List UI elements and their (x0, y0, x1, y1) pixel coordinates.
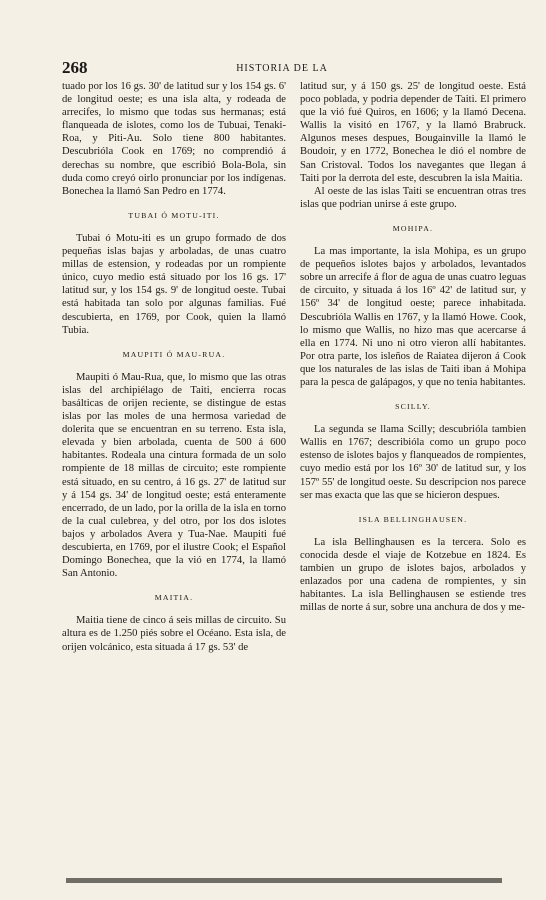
paragraph: La segunda se llama Scilly; descubrióla tambien Wallis en 1767; describióla como un grupo poco estenso de islotes bajos y flanqueados de rompientes, cuyo medio está por los 16º 30' de latitud sur, y los 157º 55' de longitud oeste. Su descripcion nos parece ser mas exacta que las que se hicieron despues. (300, 424, 526, 501)
paragraph: La mas importante, la isla Mohipa, es un grupo de pequeños islotes bajos y arbolados, levantados sobre un arrecife á flor de agua de unas cuatro leguas de circuito, y situada á los 16º 42' de latitud sur, y 156º 34' de longitud oeste; parece inhabitada. Descubrióla Wallis en 1767, y la llamó Howe. Cook, lo mismo que Wallis, no hizo mas que acercarse á ella en 1774. Ni uno ni otro vieron allí habitantes. Por otra parte, los isleños de Raiatea dijeron á Cook que los naturales de las islas de Taiti iban á Mohipa para la pesca de galápagos, y que no tenia habitantes. (300, 246, 526, 388)
section-heading-maupiti: MAUPITI Ó MAU-RUA. (122, 349, 226, 359)
paragraph: Maitia tiene de cinco á seis millas de circuito. Su altura es de 1.250 piés sobre el Océano. Esta isla, de orijen volcánico, esta situada á 17 gs. 53' de (62, 615, 286, 653)
section-heading-tubai: TUBAI Ó MOTU-ITI. (128, 210, 220, 220)
paragraph: La isla Bellinghausen es la tercera. Solo es conocida desde el viaje de Kotzebue en 1824. Es tambien un grupo de islotes bajos, arbolados y enlazados por una cadena de rompientes, y sin habitantes. La isla Bellinghausen se estiende tres millas de norte á sur, sobre una anchura de dos y me- (300, 536, 526, 614)
paragraph: Al oeste de las islas Taiti se encuentran otras tres islas que podrian unirse á este grupo. (300, 185, 526, 210)
section-heading-maitia: MAITIA. (154, 593, 194, 603)
page-header (62, 58, 502, 78)
page-bottom-edge (66, 878, 502, 883)
section-heading-mohipa: MOHIPA. (392, 223, 434, 233)
paragraph: latitud sur, y á 150 gs. 25' de longitud oeste. Está poco poblada, y podria depender de Taiti. El primero que la vió fué Quiros, en 1606; y la llamó Decena. Wallis la visitó en 1767, y la llamó Brabruck. Algunos meses despues, Bougainville la llamó le Boudoir, y en 1772, Bonechea le dió el nombre de San Cristoval. Todos los navegantes que llegan á Taiti por la derrota del este, descubren la isla Maitia. (300, 81, 526, 184)
running-head: HISTORIA DE LA (236, 63, 328, 74)
paragraph: Tubai ó Motu-iti es un grupo formado de dos pequeñas islas bajas y arboladas, de unas cuatro millas de estension, y rodeadas por un rompiente único, cuyo medio está situado por los 16 gs. 17' latitud sur, y los 154 gs. 9' de longitud oeste. Tubai está habitada tan solo por algunas familias. Fué descubierta, en 1769, por Cook, quien la llamó Tubia. (62, 232, 286, 336)
paragraph: Maupiti ó Mau-Rua, que, lo mismo que las otras islas del archipiélago de Taiti, encierra rocas basálticas de orijen reciente, se distingue de estas islas por las moles de una hermosa variedad de dolerita que se encuentran en su terreno. Esta isla, elevada y bien arbolada, cuenta de 500 á 600 habitantes. Rodeala una cintura formada de un solo rompiente de 18 millas de circuito; este rompiente está situado, en su centro, á 16 gs. 27' de latitud sur y á 154 gs. 34' de longitud oeste; está enteramente encerrado, de un lado, por la orilla de la isla en torno de la cual culebrea, y del otro, por los dos islotes bajos y arbolados Avera y Tua-Nae. Maupiti fué descubierta, en 1769, por el ilustre Cook; el Español Domingo Bonechea, que la vió en 1774, la llamó San Antonio. (62, 371, 286, 580)
paragraph: tuado por los 16 gs. 30' de latitud sur y los 154 gs. 6' de longitud oeste; es una isla alta, y rodeada de arrecifes, lo mismo que todas sus hermanas; está flanqueada de islotes, como los de Tubuai, Tenaki-Roa, y Piti-Au. Solo tiene 800 habitantes. Descubrióla Cook en 1769; no comprendió á derechas su nombre, que escribió Bola-Bola, sin duda como creyó oirlo pronunciar por los indígenas. Bonechea la llamó San Pedro en 1774. (62, 81, 286, 197)
page-number: 268 (62, 58, 88, 77)
section-heading-bellinghausen: ISLA BELLINGHAUSEN. (358, 514, 468, 524)
left-column (62, 80, 286, 654)
right-column (300, 80, 526, 614)
section-heading-scilly: SCILLY. (395, 402, 431, 412)
